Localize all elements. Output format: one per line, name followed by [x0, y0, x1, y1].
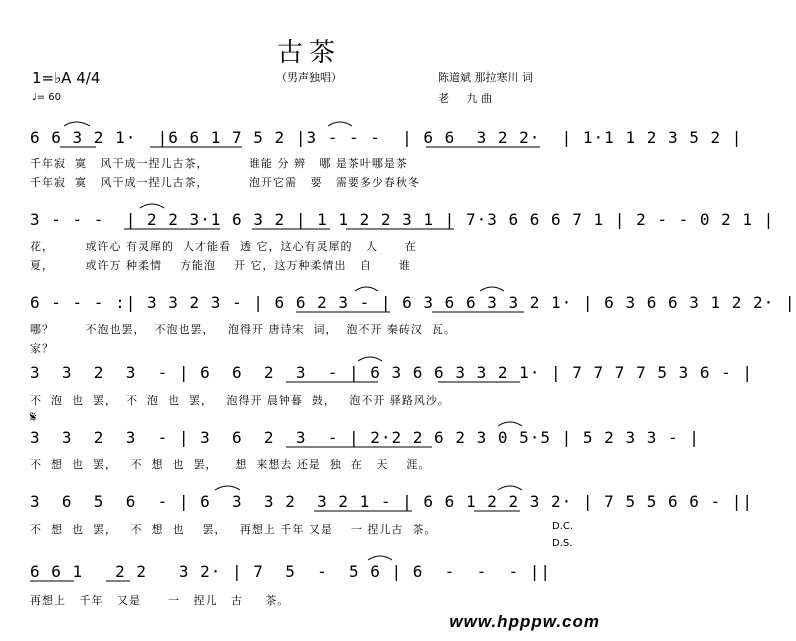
- da-capo-mark: D.C.: [552, 521, 574, 532]
- lyrics-line-1-verse-2: 千年寂 寞 风干成一捏儿古茶， 泡开它需 要 需要多少春秋冬: [30, 176, 420, 189]
- notation-line-6: 3 6 5 6 - | 6 3 3 2 3 2 1 - | 6 6 1 2 2 3 2· | 7 5 5 6 6 - ||: [30, 492, 754, 511]
- lyrics-line-2-verse-2: 夏， 或许万 种柔情 方能泡 开 它，这万种柔情出 自 谁: [30, 259, 411, 272]
- lyrics-line-3-verse-1: 哪？ 不泡也罢， 不泡也罢， 泡得开 唐诗宋 词， 泡不开 秦砖汉 瓦。: [30, 323, 456, 336]
- slur-9: [498, 486, 522, 490]
- notation-line-1: 6 6 3 2 1· |6 6 1 7 5 2 |3 - - - | 6 6 3 2 2· | 1·1 1 2 3 5 2 |: [30, 128, 743, 147]
- key-signature: 1=♭A 4/4: [32, 69, 101, 87]
- lyrics-line-7: 再想上 千年 又是 一 捏儿 古 茶。: [30, 594, 290, 607]
- slur-7: [498, 422, 522, 426]
- dal-segno-mark: D.S.: [552, 538, 573, 549]
- slur-1: [64, 122, 90, 126]
- slur-10: [368, 556, 392, 560]
- song-title: 古茶: [276, 38, 341, 68]
- performer-note: （男声独唱）: [276, 71, 342, 84]
- slur-3: [140, 204, 164, 208]
- lyrics-line-6: 不 想 也 罢， 不 想 也 罢， 再想上 千年 又是 一 捏儿古 茶。: [30, 523, 437, 536]
- lyrics-line-2-verse-1: 花， 或许心 有灵犀的 人才能看 透 它，这心有灵犀的 人 在: [30, 240, 417, 253]
- lyrics-line-1-verse-1: 千年寂 寞 风干成一捏儿古茶， 谁能 分 辨 哪 是茶叶哪是茶: [30, 157, 408, 170]
- notation-line-7: 6 6 1 2 2 3 2· | 7 5 - 5 6 | 6 - - - ||: [30, 562, 552, 581]
- slur-5: [480, 287, 504, 291]
- tempo-marking: ♩= 60: [32, 92, 61, 103]
- lyrics-line-5: 不 想 也 罢， 不 想 也 罢， 想 来想去 还是 独 在 天 涯。: [30, 458, 431, 471]
- notation-line-2: 3 - - - | 2 2 3·1 6 3 2 | 1 1 2 2 3 1 | 7·3 6 6 6 7 1 | 2 - - 0 2 1 |: [30, 210, 775, 229]
- composer-credit: 老 九 曲: [438, 92, 492, 105]
- lyricist-credit: 陈道斌 那拉寒川 词: [438, 71, 533, 84]
- notation-line-4: 3 3 2 3 - | 6 6 2 3 - | 6 3 6 6 3 3 2 1· | 7 7 7 7 5 3 6 - |: [30, 363, 754, 382]
- site-watermark: www.hpppw.com: [449, 612, 600, 631]
- lyrics-line-4: 不 泡 也 罢， 不 泡 也 罢， 泡得开 晨钟暮 鼓， 泡不开 驿路风沙。: [30, 394, 450, 407]
- segno-sign: 𝄋: [30, 408, 37, 426]
- slur-4: [355, 287, 378, 291]
- slur-8: [215, 486, 240, 490]
- notation-line-3: 6 - - - :| 3 3 2 3 - | 6 6 2 3 - | 6 3 6 6 3 3 2 1· | 6 3 6 6 3 1 2 2· |: [30, 293, 796, 312]
- slur-6: [358, 357, 382, 361]
- lyrics-line-3-verse-2: 家？: [30, 342, 54, 355]
- slur-2: [328, 122, 352, 126]
- notation-line-5: 3 3 2 3 - | 3 6 2 3 - | 2·2 2 6 2 3 0 5·5 | 5 2 3 3 - |: [30, 428, 700, 447]
